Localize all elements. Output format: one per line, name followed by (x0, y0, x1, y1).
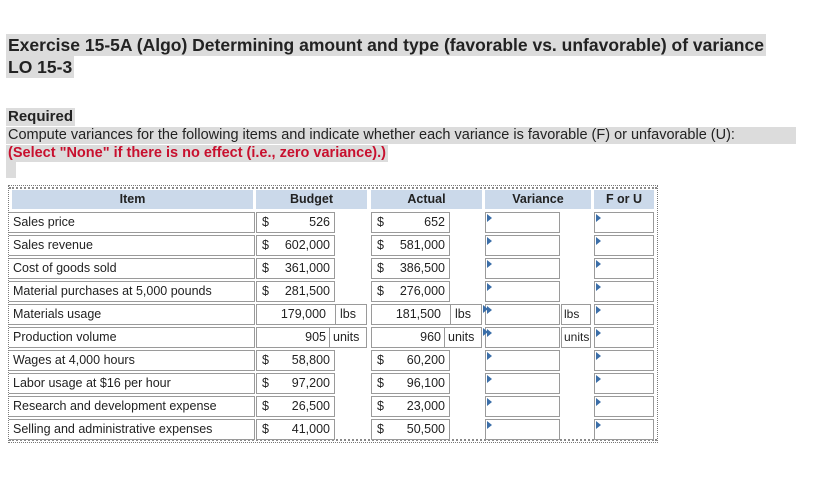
table-row-item: Research and development expense (9, 396, 255, 417)
budget-cell (256, 212, 335, 233)
column-header-f-or-u: F or U (594, 190, 654, 209)
input-marker-icon (596, 398, 601, 406)
table-row-item: Sales revenue (9, 235, 255, 256)
actual-value: 960 (420, 330, 441, 344)
budget-cell (256, 419, 335, 440)
actual-value: 60,200 (406, 353, 445, 367)
table-top-border (9, 187, 657, 189)
f-or-u-select[interactable] (594, 304, 654, 325)
actual-dollar-sign: $ (377, 422, 384, 436)
instructions-text: Compute variances for the following items and indicate whether each variance is favorable (F) or unfavorable (U): (6, 127, 796, 144)
actual-dollar-sign: $ (377, 261, 384, 275)
input-marker-icon (487, 375, 492, 383)
f-or-u-select[interactable] (594, 373, 654, 394)
f-or-u-select[interactable] (594, 212, 654, 233)
column-header-item: Item (12, 190, 253, 209)
table-row-item: Materials usage (9, 304, 255, 325)
budget-cell (256, 281, 335, 302)
budget-value: 361,000 (284, 261, 330, 275)
actual-cell (371, 327, 482, 348)
budget-cell (256, 235, 335, 256)
budget-dollar-sign: $ (262, 261, 269, 275)
f-or-u-select[interactable] (594, 258, 654, 279)
budget-value: 179,000 (280, 307, 326, 321)
input-marker-icon (487, 421, 492, 429)
input-marker-icon (596, 214, 601, 222)
actual-cell (371, 281, 450, 302)
actual-cell (371, 304, 482, 325)
budget-dollar-sign: $ (262, 353, 269, 367)
actual-value: 181,500 (395, 307, 441, 321)
budget-value: 41,000 (291, 422, 330, 436)
budget-value: 526 (309, 215, 330, 229)
input-marker-icon (487, 398, 492, 406)
input-marker-icon (596, 306, 601, 314)
variance-input[interactable] (485, 304, 560, 325)
actual-cell (371, 350, 450, 371)
actual-value: 276,000 (399, 284, 445, 298)
actual-value: 96,100 (406, 376, 445, 390)
actual-dollar-sign: $ (377, 215, 384, 229)
input-marker-icon (483, 328, 488, 336)
budget-dollar-sign: $ (262, 376, 269, 390)
actual-dollar-sign: $ (377, 238, 384, 252)
table-row-item: Wages at 4,000 hours (9, 350, 255, 371)
budget-cell (256, 373, 335, 394)
variance-input[interactable] (485, 419, 560, 440)
variance-input[interactable] (485, 258, 560, 279)
input-marker-icon (596, 329, 601, 337)
f-or-u-select[interactable] (594, 327, 654, 348)
unit-divider (335, 305, 336, 324)
actual-cell (371, 373, 450, 394)
actual-cell (371, 212, 450, 233)
table-row-item: Selling and administrative expenses (9, 419, 255, 440)
actual-cell (371, 396, 450, 417)
input-marker-icon (487, 260, 492, 268)
actual-dollar-sign: $ (377, 399, 384, 413)
budget-cell (256, 327, 367, 348)
table-row-item: Labor usage at $16 per hour (9, 373, 255, 394)
budget-value: 905 (305, 330, 326, 344)
table-row-item: Material purchases at 5,000 pounds (9, 281, 255, 302)
column-header-actual: Actual (371, 190, 482, 209)
actual-unit: lbs (455, 307, 471, 321)
actual-value: 50,500 (406, 422, 445, 436)
actual-value: 652 (424, 215, 445, 229)
budget-dollar-sign: $ (262, 422, 269, 436)
input-marker-icon (596, 283, 601, 291)
budget-cell (256, 304, 367, 325)
instructions-note: (Select "None" if there is no effect (i.e., zero variance).) (8, 145, 386, 161)
variance-unit: units (561, 327, 591, 348)
f-or-u-select[interactable] (594, 235, 654, 256)
budget-unit: units (333, 330, 360, 344)
budget-unit: lbs (340, 307, 356, 321)
budget-dollar-sign: $ (262, 284, 269, 298)
input-marker-icon (596, 421, 601, 429)
budget-dollar-sign: $ (262, 399, 269, 413)
f-or-u-select[interactable] (594, 350, 654, 371)
unit-divider (329, 328, 330, 347)
variance-input[interactable] (485, 327, 560, 348)
actual-value: 386,500 (399, 261, 445, 275)
input-marker-icon (487, 283, 492, 291)
budget-dollar-sign: $ (262, 238, 269, 252)
actual-cell (371, 235, 450, 256)
column-header-budget: Budget (256, 190, 367, 209)
actual-dollar-sign: $ (377, 284, 384, 298)
column-header-variance: Variance (485, 190, 591, 209)
actual-cell (371, 258, 450, 279)
input-marker-icon (487, 352, 492, 360)
budget-value: 26,500 (291, 399, 330, 413)
budget-value: 602,000 (284, 238, 330, 252)
budget-dollar-sign: $ (262, 215, 269, 229)
table-row-item: Cost of goods sold (9, 258, 255, 279)
input-marker-icon (596, 237, 601, 245)
budget-cell (256, 396, 335, 417)
variance-unit: lbs (561, 304, 591, 325)
input-marker-icon (487, 237, 492, 245)
variance-input[interactable] (485, 373, 560, 394)
input-marker-icon (596, 375, 601, 383)
required-heading: Required (8, 108, 74, 125)
unit-divider (450, 305, 451, 324)
f-or-u-select[interactable] (594, 396, 654, 417)
input-marker-icon (596, 260, 601, 268)
budget-value: 281,500 (284, 284, 330, 298)
input-marker-icon (487, 214, 492, 222)
budget-value: 58,800 (291, 353, 330, 367)
learning-objective: LO 15-3 (8, 57, 73, 77)
f-or-u-select[interactable] (594, 281, 654, 302)
variance-input[interactable] (485, 350, 560, 371)
variance-input[interactable] (485, 396, 560, 417)
unit-divider (444, 328, 445, 347)
actual-cell (371, 419, 450, 440)
highlight-block (6, 162, 16, 178)
table-row-item: Production volume (9, 327, 255, 348)
actual-value: 581,000 (399, 238, 445, 252)
budget-cell (256, 350, 335, 371)
actual-dollar-sign: $ (377, 376, 384, 390)
input-marker-icon (596, 352, 601, 360)
actual-unit: units (448, 330, 475, 344)
variance-input[interactable] (485, 281, 560, 302)
variance-input[interactable] (485, 235, 560, 256)
variance-table (8, 185, 658, 443)
table-row-item: Sales price (9, 212, 255, 233)
f-or-u-select[interactable] (594, 419, 654, 440)
variance-input[interactable] (485, 212, 560, 233)
exercise-title: Exercise 15-5A (Algo) Determining amount and type (favorable vs. unfavorable) of variance (8, 35, 764, 55)
actual-dollar-sign: $ (377, 353, 384, 367)
budget-value: 97,200 (291, 376, 330, 390)
input-marker-icon (483, 305, 488, 313)
actual-value: 23,000 (406, 399, 445, 413)
budget-cell (256, 258, 335, 279)
